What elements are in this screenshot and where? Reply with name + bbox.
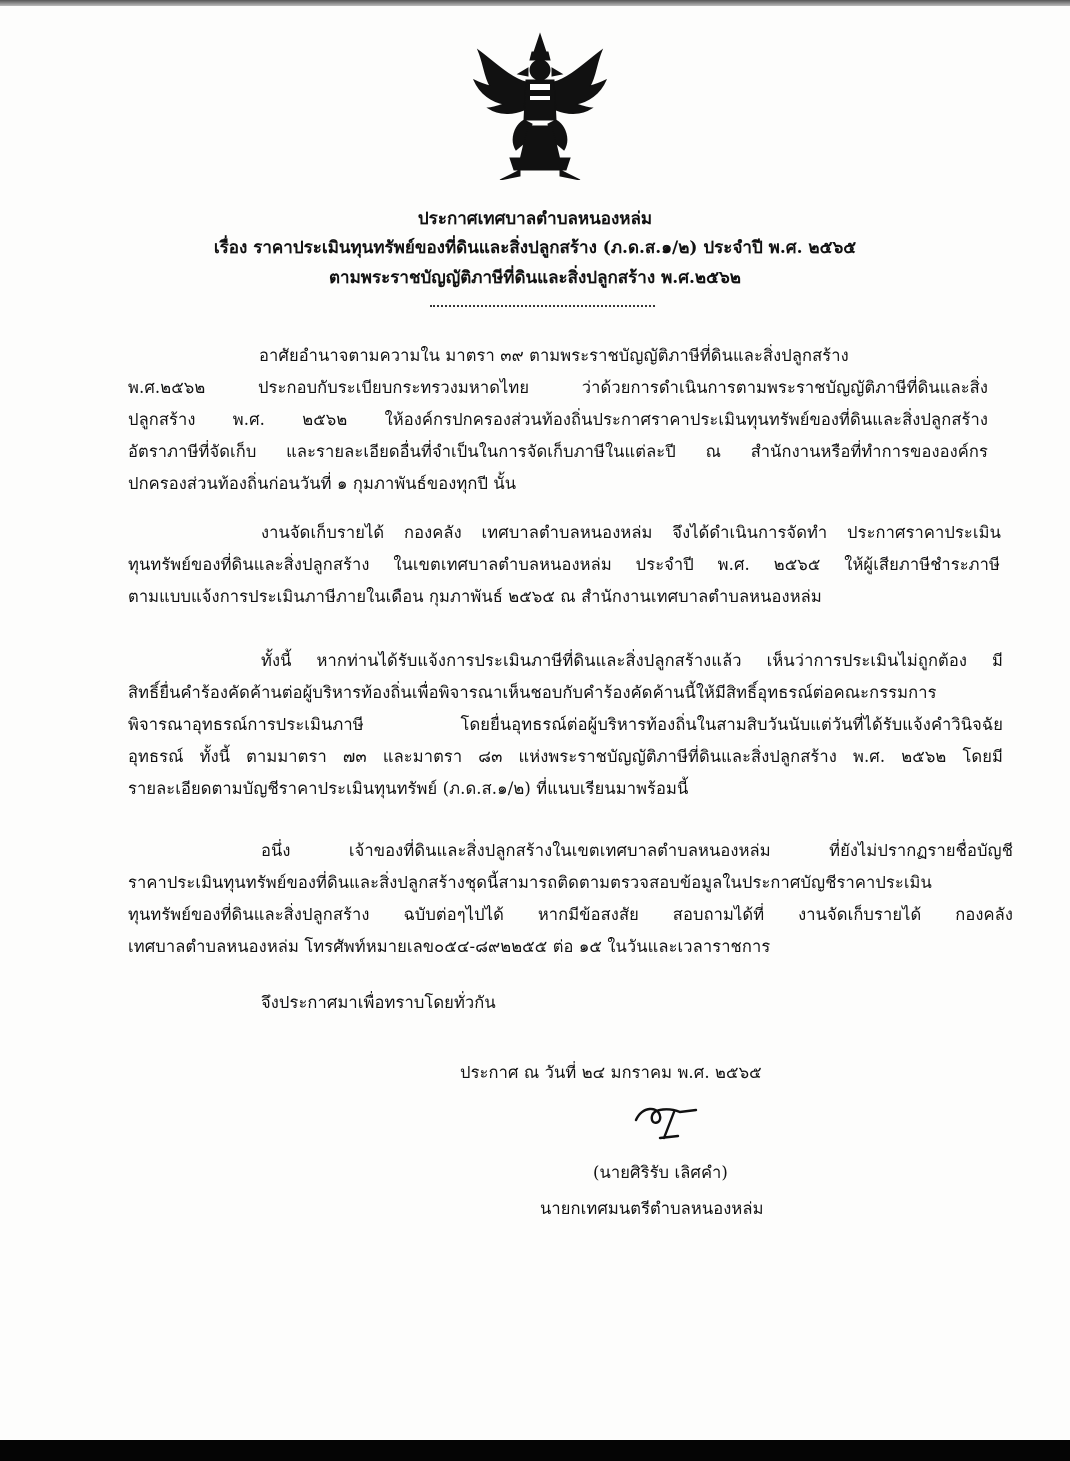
- signature-icon: [630, 1098, 700, 1148]
- paragraph-2-line: ตามแบบแจ้งการประเมินภาษีภายในเดือน กุมภาพันธ์ ๒๕๖๕ ณ สำนักงานเทศบาลตำบลหนองหล่ม: [128, 587, 822, 606]
- announcement-subject: เรื่อง ราคาประเมินทุนทรัพย์ของที่ดินและสิ่งปลูกสร้าง (ภ.ด.ส.๑/๒) ประจำปี พ.ศ. ๒๕๖๕: [213, 238, 857, 258]
- paragraph-2-line: งานจัดเก็บรายได้ กองคลัง เทศบาลตำบลหนองหล่ม จึงได้ดำเนินการจัดทำ ประกาศราคาประเมิน: [261, 523, 1001, 542]
- paragraph-1-line: ปกครองส่วนท้องถิ่นก่อนวันที่ ๑ กุมภาพันธ์ของทุกปี นั้น: [128, 474, 517, 493]
- paragraph-2-line: ทุนทรัพย์ของที่ดินและสิ่งปลูกสร้าง ในเขตเทศบาลตำบลหนองหล่ม ประจำปี พ.ศ. ๒๕๖๕ ให้ผู้เสียภาษีชำระภาษี: [128, 555, 1000, 574]
- paragraph-4-line: ทุนทรัพย์ของที่ดินและสิ่งปลูกสร้าง ฉบับต่อๆไปได้ หากมีข้อสงสัย สอบถามได้ที่ งานจัดเก็บรายได้ กองคลัง: [128, 905, 1013, 924]
- scan-bottom-edge: [0, 1440, 1070, 1461]
- garuda-emblem-icon: [470, 30, 610, 180]
- announcement-date: ประกาศ ณ วันที่ ๒๔ มกราคม พ.ศ. ๒๕๖๕: [460, 1063, 762, 1082]
- paragraph-1-line: พ.ศ.๒๕๖๒ ประกอบกับระเบียบกระทรวงมหาดไทย ว่าด้วยการดำเนินการตามพระราชบัญญัติภาษีที่ดินและสิ่ง: [128, 378, 988, 397]
- signer-name: (นายศิริรับ เลิศคำ): [593, 1163, 728, 1182]
- scan-top-edge: [0, 0, 1070, 6]
- paragraph-4-line: เทศบาลตำบลหนองหล่ม โทรศัพท์หมายเลข๐๕๔-๘๙๒๒๕๕ ต่อ ๑๕ ในวันและเวลาราชการ: [128, 937, 771, 956]
- paragraph-1-line: ปลูกสร้าง พ.ศ. ๒๕๖๒ ให้องค์กรปกครองส่วนท้องถิ่นประกาศราคาประเมินทุนทรัพย์ของที่ดินและสิ่งปลูกสร้าง: [128, 410, 988, 429]
- paragraph-3-line: อุทธรณ์ ทั้งนี้ ตามมาตรา ๗๓ และมาตรา ๘๓ แห่งพระราชบัญญัติภาษีที่ดินและสิ่งปลูกสร้าง พ.ศ. ๒๕๖๒ โดยมี: [128, 747, 1003, 766]
- paragraph-1-line: อัตราภาษีที่จัดเก็บ และรายละเอียดอื่นที่จำเป็นในการจัดเก็บภาษีในแต่ละปี ณ สำนักงานหรือที่ทำการขององค์กร: [128, 442, 988, 461]
- announcement-act: ตามพระราชบัญญัติภาษีที่ดินและสิ่งปลูกสร้าง พ.ศ.๒๕๖๒: [329, 268, 741, 288]
- paragraph-3-line: สิทธิ์ยื่นคำร้องคัดค้านต่อผู้บริหารท้องถิ่นเพื่อพิจารณาเห็นชอบกับคำร้องคัดค้านนี้ให้มีสิทธิ์อุทธรณ์ต่อคณะกรรมการ: [128, 683, 937, 702]
- paragraph-4-line: อนึ่ง เจ้าของที่ดินและสิ่งปลูกสร้างในเขตเทศบาลตำบลหนองหล่ม ที่ยังไม่ปรากฏรายชื่อบัญชี: [261, 841, 1013, 860]
- paragraph-3-line: พิจารณาอุทธรณ์การประเมินภาษี โดยยื่นอุทธรณ์ต่อผู้บริหารท้องถิ่นในสามสิบวันนับแต่วันที่ได้รับแจ้งคำวินิจฉัย: [128, 715, 1003, 734]
- announcement-org: ประกาศเทศบาลตำบลหนองหล่ม: [417, 209, 653, 229]
- header-divider: [430, 305, 655, 307]
- signer-title: นายกเทศมนตรีตำบลหนองหล่ม: [540, 1199, 764, 1218]
- paragraph-3-line: รายละเอียดตามบัญชีราคาประเมินทุนทรัพย์ (ภ.ด.ส.๑/๒) ที่แนบเรียนมาพร้อมนี้: [128, 779, 689, 798]
- paragraph-4-line: ราคาประเมินทุนทรัพย์ของที่ดินและสิ่งปลูกสร้างชุดนี้สามารถติดตามตรวจสอบข้อมูลในประกาศบัญชีราคาประเมิน: [128, 873, 932, 892]
- paragraph-3-line: ทั้งนี้ หากท่านได้รับแจ้งการประเมินภาษีที่ดินและสิ่งปลูกสร้างแล้ว เห็นว่าการประเมินไม่ถูกต้อง มี: [261, 651, 1003, 670]
- closing-line: จึงประกาศมาเพื่อทราบโดยทั่วกัน: [261, 993, 496, 1012]
- paragraph-1-line: อาศัยอำนาจตามความใน มาตรา ๓๙ ตามพระราชบัญญัติภาษีที่ดินและสิ่งปลูกสร้าง: [259, 346, 849, 365]
